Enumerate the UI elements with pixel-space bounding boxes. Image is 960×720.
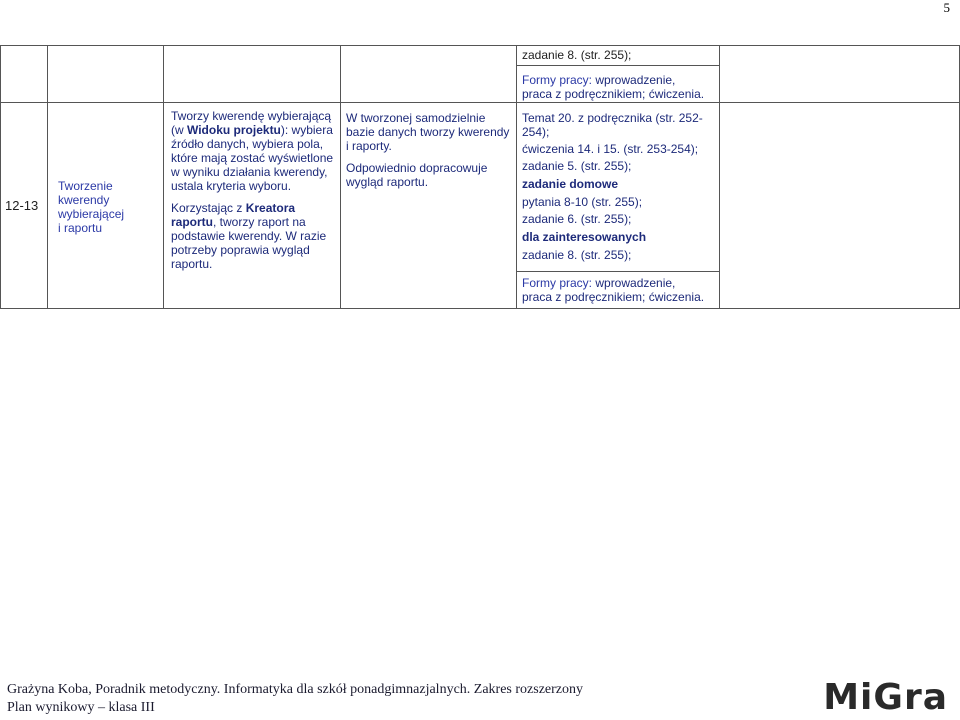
page-number: 5 [943, 0, 950, 15]
forms-text: praca z podręcznikiem; ćwiczenia. [522, 87, 705, 101]
forms-label: Formy pracy: [522, 276, 593, 290]
learning-outcomes [346, 111, 514, 189]
work-forms-continued [522, 73, 718, 101]
task-line: zadanie 5. (str. 255); [522, 159, 632, 173]
tasks-list [522, 111, 718, 262]
footer-line: Plan wynikowy – klasa III [7, 700, 155, 715]
col-border [340, 45, 341, 309]
migra-logo: MiGra [823, 677, 948, 718]
col-border [719, 45, 720, 309]
col-border [0, 45, 1, 309]
lesson-number: 12-13 [5, 198, 39, 213]
col-border [516, 45, 517, 309]
task-line: zadanie 8. (str. 255); [522, 248, 632, 262]
task-line: Temat 20. z podręcznika (str. 252-254); [522, 111, 703, 139]
row-divider [0, 102, 960, 103]
work-forms [522, 276, 718, 304]
forms-text: praca z podręcznikiem; ćwiczenia. [522, 290, 705, 304]
forms-text: wprowadzenie, [592, 73, 676, 87]
task-heading: dla zainteresowanych [522, 230, 647, 244]
task-line: pytania 8-10 (str. 255); [522, 195, 643, 209]
topic-line: i raportu [58, 221, 103, 235]
tasks-continued [522, 48, 718, 62]
lesson-topic [58, 179, 158, 235]
outcome-paragraph: W tworzonej samodzielnie bazie danych tworzy kwerendy i raporty. [346, 111, 510, 153]
table-bottom-border [0, 308, 960, 309]
forms-label: Formy pracy: [522, 73, 593, 87]
outcome-paragraph: Odpowiednio dopracowuje wygląd raportu. [346, 161, 488, 189]
task-line: zadanie 6. (str. 255); [522, 212, 632, 226]
forms-text: wprowadzenie, [592, 276, 676, 290]
task-line: zadanie 8. (str. 255); [522, 48, 632, 62]
table-top-border [0, 45, 960, 46]
task-line: ćwiczenia 14. i 15. (str. 253-254); [522, 142, 699, 156]
task-heading: zadanie domowe [522, 177, 619, 191]
activity-paragraph: Korzystając z Kreatora raportu, tworzy raport na podstawie kwerendy. W razie potrzeby poprawia wygląd raportu. [171, 201, 327, 271]
topic-line: kwerendy [58, 193, 110, 207]
inner-divider [516, 271, 720, 272]
col-border [47, 45, 48, 309]
col-border [163, 45, 164, 309]
topic-line: Tworzenie [58, 179, 113, 193]
activity-paragraph: Tworzy kwerendę wybierającą (w Widoku projektu): wybiera źródło danych, wybiera pola, które mają zostać wyświetlone w wyniku działania kwerendy, ustala kryteria wyboru. [171, 109, 334, 193]
footer-line: Grażyna Koba, Poradnik metodyczny. Informatyka dla szkół ponadgimnazjalnych. Zakres rozszerzony [7, 682, 583, 697]
student-activities [171, 109, 337, 271]
inner-divider [516, 65, 720, 66]
page-footer [7, 681, 583, 717]
topic-line: wybierającej [58, 207, 125, 221]
